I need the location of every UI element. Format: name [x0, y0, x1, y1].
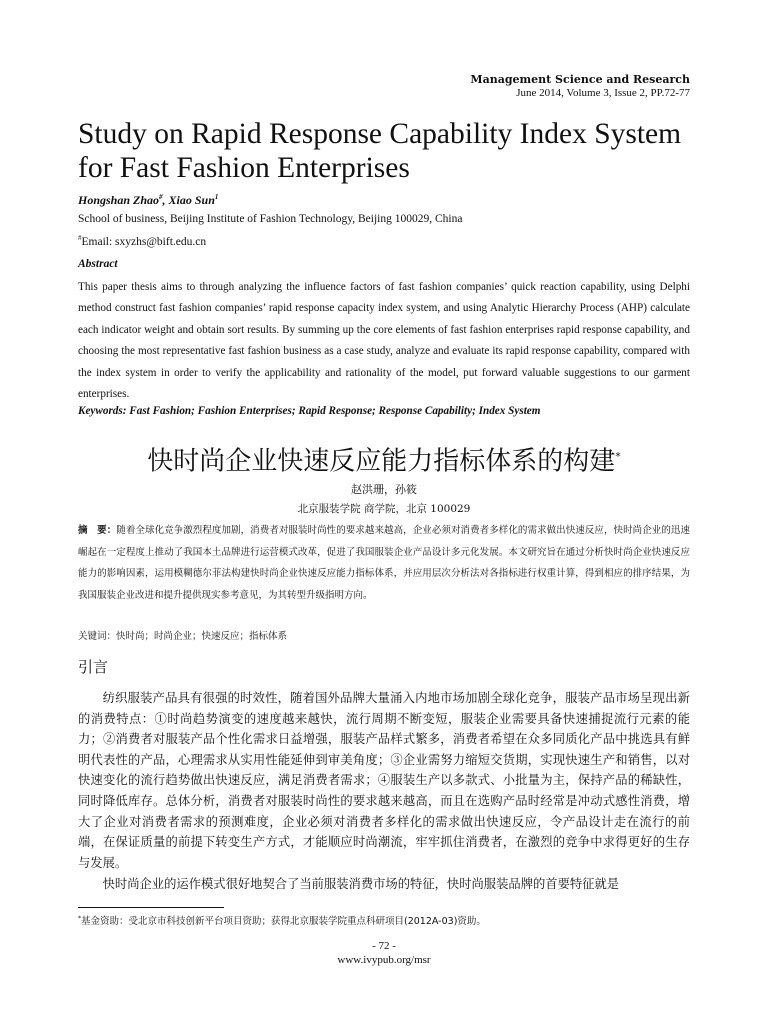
cn-keywords: [78, 628, 690, 642]
cn-title-text: 快时尚企业快速反应能力指标体系的构建: [147, 446, 616, 477]
cn-keywords-label: 关键词：: [78, 631, 117, 642]
cn-title-mark: *: [615, 450, 621, 463]
author-2: Xiao Sun: [168, 193, 215, 207]
keywords: Keywords: Fast Fashion; Fashion Enterprises; Rapid Response; Response Capability; Index System: [78, 405, 541, 417]
cn-abstract-text: 随着全球化竞争激烈程度加剧，消费者对服装时尚性的要求越来越高，企业必须对消费者多样化的需求做出快速反应，快时尚企业的迅速崛起在一定程度上推动了我国本土品牌进行运营模式改革，促进了我国服装企业产品设计多元化发展。本文研究旨在通过分析快时尚企业快速反应能力的影响因素，运用模糊德尔菲法构建快时尚企业快速反应能力指标体系，并应用层次分析法对各指标进行权重计算，得到相应的排序结果，为我国服装企业改进和提升提供现实参考意见，为其转型升级指明方向。: [78, 525, 690, 601]
section-heading: 引言: [78, 658, 109, 676]
cn-abstract-label: 摘 要：: [78, 525, 117, 536]
journal-website: www.ivypub.org/msr: [337, 954, 431, 966]
footnote: [78, 913, 486, 927]
page-number: - 72 -: [372, 940, 396, 952]
journal-name: Management Science and Research: [470, 73, 690, 86]
affiliation: School of business, Beijing Institute of Fashion Technology, Beijing 100029, China: [78, 213, 463, 225]
journal-header: [470, 73, 690, 100]
footnote-divider: [78, 907, 224, 908]
body-paragraph: 快时尚企业的运作模式很好地契合了当前服装消费市场的特征，快时尚服装品牌的首要特征就是: [102, 877, 620, 891]
cn-keywords-text: 快时尚；时尚企业；快速反应；指标体系: [116, 631, 288, 642]
authors: [78, 193, 218, 208]
author-1-mark: #: [159, 193, 163, 201]
paper-title: Study on Rapid Response Capability Index System for Fast Fashion Enterprises: [78, 118, 682, 184]
body-paragraph: 纺织服装产品具有很强的时效性，随着国外品牌大量涌入内地市场加剧全球化竞争，服装产品市场呈现出新的消费特点：①时尚趋势演变的速度越来越快，流行周期不断变短，服装企业需要具备快速捕捉流行元素的能力；②消费者对服装产品个性化需求日益增强，服装产品样式繁多，消费者希望在众多同质化产品中挑选具有鲜明代表性的产品，心理需求从实用性能延伸到审美角度；③企业需努力缩短交货期，实现快速生产和销售，以对快速变化的流行趋势做出快速反应，满足消费者需求；④服装生产以多款式、小批量为主，保持产品的稀缺性，同时降低库存。总体分析，消费者对服装时尚性的要求越来越高，而且在选购产品时经常是冲动式感性消费，增大了企业对消费者需求的预测难度，企业必须对消费者多样化的需求做出快速反应，令产品设计走在流行的前端，在保证质量的前提下转变生产方式，才能顺应时尚潮流，牢牢抓住消费者，在激烈的竞争中求得更好的生存与发展。: [78, 691, 690, 870]
author-separator: ,: [162, 193, 169, 207]
author-1: Hongshan Zhao: [78, 193, 160, 207]
cn-abstract: [78, 520, 690, 606]
cn-affiliation: 北京服装学院 商学院，北京 100029: [297, 503, 471, 515]
email-text: Email: sxyzhs@bift.edu.cn: [81, 235, 207, 248]
journal-issue: June 2014, Volume 3, Issue 2, PP.72-77: [516, 87, 690, 99]
author-2-mark: 1: [214, 193, 219, 201]
footnote-text: 基金资助：受北京市科技创新平台项目资助；获得北京服装学院重点科研项目(2012A-03)资助。: [81, 916, 486, 927]
cn-authors: 赵洪珊，孙筱: [351, 483, 417, 496]
abstract-heading: Abstract: [78, 258, 118, 270]
cn-title: [0, 440, 768, 479]
email: [78, 234, 206, 248]
footnote-mark: *: [78, 914, 81, 922]
abstract-text: This paper thesis aims to through analyzing the influence factors of fast fashion companies’ quick reaction capability, using Delphi method construct fast fashion companies’ rapid response capacity index system, and using Analytic Hierarchy Process (AHP) calculate each indicator weight and obtain sort results. By summing up the core elements of fast fashion enterprises rapid response capability, and choosing the most representative fast fashion business as a case study, analyze and evaluate its rapid response capability, compared with the index system in order to verify the applicability and rationality of the model, put forward valuable suggestions to our garment enterprises.: [78, 281, 690, 401]
email-mark: #: [78, 234, 82, 242]
